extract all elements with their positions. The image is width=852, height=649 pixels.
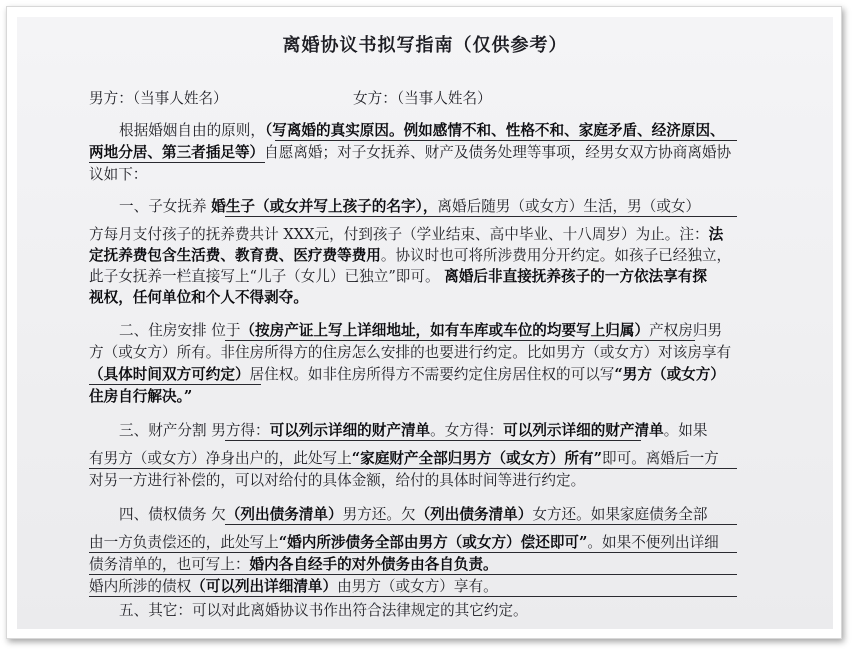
address-hint: （按房产证上写上详细地址，如有车库或车位的均要写上归属） (240, 322, 650, 339)
divorce-reason-hint: （写离婚的真实原因。例如感情不和、性格不和、家庭矛盾、经济原因、 (264, 122, 725, 139)
underline (275, 140, 737, 141)
section-3-line-1 (119, 421, 707, 441)
visitation-right-note: 离婚后非直接抚养孩子的一方依法享有探 (444, 268, 707, 285)
underline (225, 340, 695, 341)
underline (89, 574, 737, 575)
section-4-text: 婚内所涉的债权 (89, 578, 192, 595)
section-1-line-3 (89, 246, 731, 266)
section-1-line-1 (119, 197, 700, 217)
underline (89, 552, 737, 553)
section-2-line-2: 方（或女方）所有。非住房所得方的住房怎么安排的也要进行约定。比如男方（或女方）对该房享有 (89, 344, 732, 361)
section-2-line-4 (89, 387, 192, 407)
section-3-text: 。如果 (663, 422, 708, 439)
section-3-text: 即可。离婚后一方 (602, 450, 719, 467)
section-4-line-4 (89, 577, 498, 597)
underline (225, 216, 737, 217)
section-3-line-3: 对另一方进行补偿的，可以对给付的具体金额，给付的具体时间等进行约定。 (89, 472, 586, 489)
section-4-text: 欠 (211, 506, 226, 523)
property-list-hint: 可以列示详细的财产清单 (269, 422, 431, 439)
divorce-reason-hint-cont: 两地分居、第三者插足等） (89, 144, 265, 161)
section-2-line-3 (89, 365, 725, 385)
intro-line-2 (89, 143, 731, 163)
debt-list-hint: （列出债务清单） (415, 506, 533, 523)
underline (89, 468, 737, 469)
document-page (17, 17, 833, 629)
intro-text: 自愿离婚；对子女抚养、财产及债务处理等事项，经男女双方协商离婚协 (264, 144, 732, 161)
section-4-text: 女方还。如果家庭债务全部 (532, 506, 708, 523)
section-3-heading: 三、财产分割 (119, 422, 207, 439)
section-2-text: 产权房归男 (649, 322, 723, 339)
male-party-label: 男方：（当事人姓名） (89, 90, 228, 107)
all-property-note: “家庭财产全部归男方（或女方）所有” (351, 450, 602, 467)
section-1-line-2 (89, 225, 723, 245)
section-1-note: 定抚养费包含生活费、教育费、医疗费等费用 (89, 247, 381, 264)
section-5-line: 五、其它：可以对此离婚协议书作出符合法律规定的其它约定。 (119, 602, 528, 619)
section-1-text: 此子女抚养一栏直接写上“儿子（女儿）已独立”即可。 (89, 268, 440, 285)
section-1-text: 离婚后随男（或女方）生活，男（或女） (437, 198, 701, 215)
document-title: 离婚协议书拟写指南（仅供参考） (282, 35, 568, 56)
section-4-text: 。如果不便列出详细 (587, 534, 719, 551)
section-1-line-5 (89, 288, 308, 308)
section-2-heading: 二、住房安排 (119, 322, 207, 339)
residence-time-hint: （具体时间双方可约定） (89, 366, 250, 383)
debt-list-hint: （列出债务清单） (225, 506, 343, 523)
section-4-line-1 (119, 505, 707, 525)
underline (89, 596, 737, 597)
section-4-line-2 (89, 533, 719, 553)
section-4-text: 由男方（或女方）享有。 (337, 578, 498, 595)
section-1-note: 法 (708, 226, 724, 243)
photo-frame (6, 6, 842, 639)
section-2-text: 居住权。如非住房所得方不需要约定住房居住权的可以写 (249, 366, 615, 383)
intro-line-1 (119, 121, 725, 141)
property-list-hint: 可以列示详细的财产清单 (503, 422, 664, 439)
underline (225, 524, 737, 525)
section-3-text: 男方得： (211, 422, 270, 439)
female-party-label: 女方：（当事人姓名） (353, 90, 492, 107)
section-4-heading: 四、债权债务 (119, 506, 207, 523)
section-4-text: 男方还。欠 (342, 506, 416, 523)
section-2-text: 位于 (211, 322, 241, 339)
section-4-text: 债务清单的，也可写上： (89, 556, 250, 573)
section-3-text: 。女方得： (430, 422, 504, 439)
child-name-hint: 婚生子（或女并写上孩子的名字）， (211, 198, 438, 215)
visitation-right-note-cont: 视权，任何单位和个人不得剥夺。 (89, 289, 308, 306)
housing-self-solve-note-cont: 住房自行解决。” (89, 388, 193, 405)
section-1-text: 。协议时也可将所涉费用分开约定。如孩子已经独立， (380, 247, 732, 264)
own-debt-note: 婚内各自经手的对外债务由各自负责。 (249, 556, 498, 573)
underline (225, 440, 641, 441)
section-3-text: 有男方（或女方）净身出户的，此处写上 (89, 450, 352, 467)
section-1-line-4 (89, 267, 707, 287)
housing-self-solve-note: “男方（或女方） (614, 366, 725, 383)
section-3-line-2 (89, 449, 719, 469)
intro-line-3: 议如下： (89, 166, 148, 183)
section-4-text: 由一方负责偿还的，此处写上 (89, 534, 279, 551)
debt-repay-note: “婚内所涉债务全部由男方（或女方）偿还即可” (278, 534, 588, 551)
section-4-line-3 (89, 555, 498, 575)
section-2-line-1 (119, 321, 722, 341)
underline (89, 384, 261, 385)
underline (89, 162, 265, 163)
intro-text: 根据婚姻自由的原则， (119, 122, 265, 139)
claim-list-hint: （可以列出详细清单） (191, 578, 338, 595)
section-1-heading: 一、子女抚养 (119, 198, 207, 215)
section-1-text: 方每月支付孩子的抚养费共计 XXX元，付到孩子（学业结束、高中毕业、十八周岁）为止。注： (89, 226, 709, 243)
